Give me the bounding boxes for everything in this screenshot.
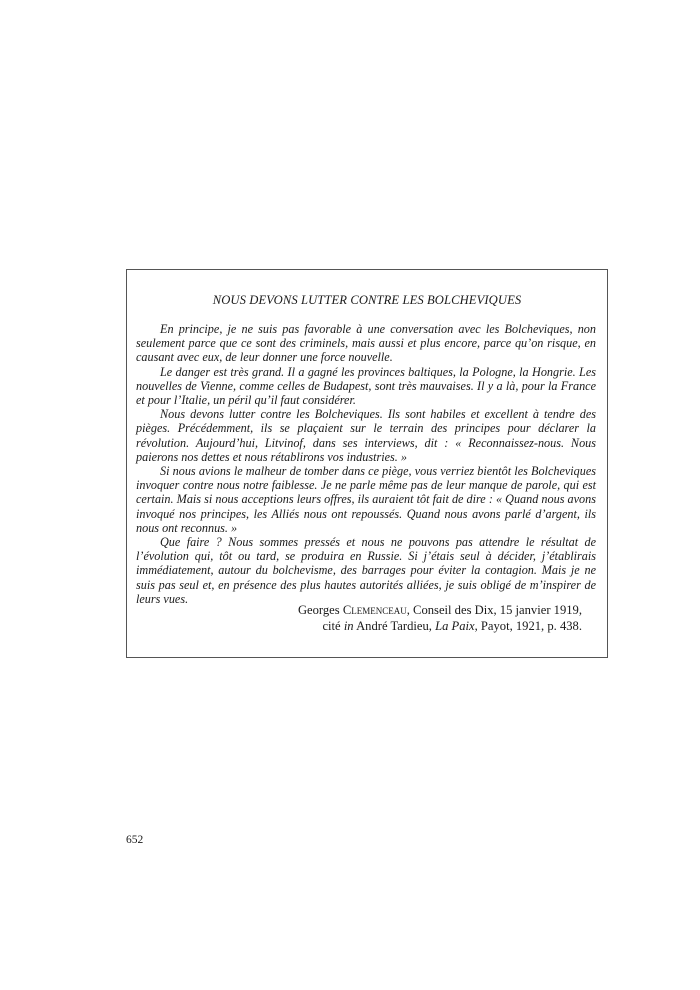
quote-title: NOUS DEVONS LUTTER CONTRE LES BOLCHEVIQUES [212,293,522,307]
page-number: 652 [126,834,144,846]
citation-line-2 [298,618,582,634]
quote-box [126,269,608,658]
editor-name: André Tardieu, [356,619,432,633]
cite-word: cité [322,619,341,633]
paragraph: Le danger est très grand. Il a gagné les provinces baltiques, la Pologne, la Hongrie. Les nouvelles de Vienne, comme celles de Budapest, sont très mauvaises. Il y a là, pour la France et pour l’Italie, un péril qu’il faut considérer. [136,364,596,408]
citation-context: , Conseil des Dix, 15 janvier 1919, [406,603,582,617]
paragraph: En principe, je ne suis pas favorable à une conversation avec les Bolcheviques, non seulement parce que ce sont des criminels, mais aussi et plus encore, parce qu’on risque, en causant avec eux, de leur donner une force nouvelle. [136,322,596,365]
author-first-name: Georges [297,603,340,617]
in-word: in [343,619,354,633]
paragraph: Si nous avions le malheur de tomber dans ce piège, vous verriez bientôt les Bolcheviques invoquer contre nous notre faiblesse. Je ne parle même pas de leur manque de parole, qui est certain. Mais si nous acceptions leurs offres, ils auraient tôt fait de dire : « Quand nous avons invoqué nos principes, les Alliés nous ont repoussés. Quand nous avons parlé d’argent, ils nous ont reconnus. » [136,464,596,535]
author-last-name: Clemenceau [342,603,407,617]
paragraph: Que faire ? Nous sommes pressés et nous ne pouvons pas attendre le résultat de l’évolution qui, tôt ou tard, se produira en Russie. Si j’étais seul à décider, j’établirais immédiatement, autour du bolchevisme, des barrages pour éviter la contagion. Mais je ne suis pas seul et, en présence des plus hautes autorités alliées, je suis obligé de m’inspirer de leurs vues. [136,535,596,606]
publication-details: , Payot, 1921, p. 438. [474,619,582,633]
work-title: La Paix [435,619,475,633]
quote-body [136,322,596,606]
paragraph: Nous devons lutter contre les Bolcheviques. Ils sont habiles et excellent à tendre des pièges. Précédemment, ils se plaçaient sur le terrain des principes pour déclarer la révolution. Aujourd’hui, Litvinof, dans ses interviews, dit : « Reconnaissez-nous. Nous paierons nos dettes et nous rétablirons vos industries. » [136,407,596,464]
citation-line-1 [298,602,582,618]
source-citation [298,602,582,634]
